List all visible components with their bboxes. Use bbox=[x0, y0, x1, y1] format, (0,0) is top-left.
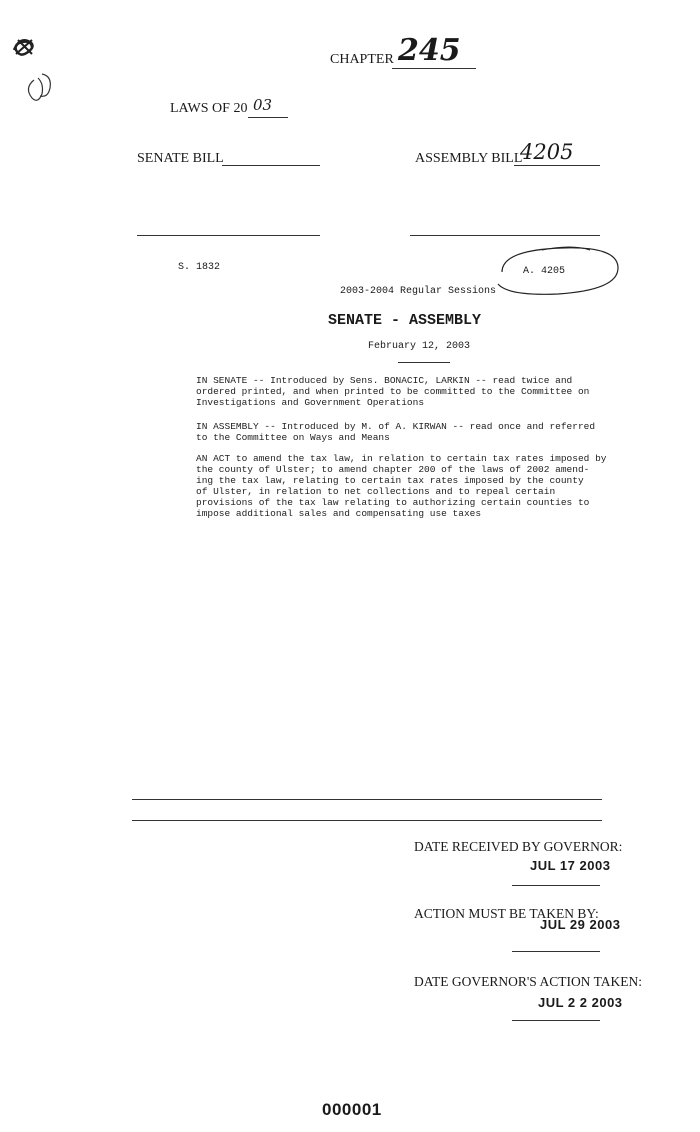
received-date-line bbox=[512, 885, 600, 886]
date-rule bbox=[398, 362, 450, 363]
senate-number: S. 1832 bbox=[178, 262, 221, 273]
act-title-line: ing the tax law, relating to certain tax rates imposed by the county bbox=[196, 475, 584, 486]
bill-date: February 12, 2003 bbox=[368, 341, 471, 352]
assembly-bill-number: 4205 bbox=[520, 140, 574, 164]
act-title-line: the county of Ulster; to amend chapter 200 of the laws of 2002 amend- bbox=[196, 464, 590, 475]
act-title-line: provisions of the tax law relating to authorizing certain counties to bbox=[196, 497, 590, 508]
received-date-stamp: JUL 17 2003 bbox=[530, 858, 611, 873]
assembly-number: A. 4205 bbox=[523, 266, 566, 277]
action-date-line bbox=[512, 1020, 600, 1021]
deadline-date-stamp: JUL 29 2003 bbox=[540, 917, 621, 932]
laws-label: LAWS OF 20 bbox=[170, 101, 248, 116]
session: 2003-2004 Regular Sessions bbox=[340, 286, 497, 297]
action-label: DATE GOVERNOR'S ACTION TAKEN: bbox=[414, 974, 642, 989]
separator-rule bbox=[132, 799, 602, 800]
chapter-number: 245 bbox=[398, 33, 461, 68]
senate-intro bbox=[196, 375, 589, 408]
assembly-intro-line: IN ASSEMBLY -- Introduced by M. of A. KIRWAN -- read once and referred bbox=[196, 421, 596, 432]
assembly-bill-underline bbox=[514, 165, 600, 166]
senate-intro-line: Investigations and Government Operations bbox=[196, 397, 425, 408]
senate-bill-blank bbox=[222, 165, 320, 166]
senate-intro-line: ordered printed, and when printed to be committed to the Committee on bbox=[196, 386, 590, 397]
chapter-label: CHAPTER bbox=[330, 52, 394, 67]
senate-intro-line: IN SENATE -- Introduced by Sens. BONACIC, LARKIN -- read twice and bbox=[196, 375, 573, 386]
act-title-line: impose additional sales and compensating use taxes bbox=[196, 508, 482, 519]
assembly-sponsor-line bbox=[410, 235, 600, 236]
house-title: SENATE - ASSEMBLY bbox=[328, 312, 482, 329]
action-date-stamp: JUL 2 2 2003 bbox=[538, 995, 623, 1010]
assembly-bill-label: ASSEMBLY BILL bbox=[415, 151, 523, 166]
act-title-line: AN ACT to amend the tax law, in relation to certain tax rates imposed by bbox=[196, 453, 607, 464]
assembly-intro-line: to the Committee on Ways and Means bbox=[196, 432, 390, 443]
separator-rule bbox=[132, 820, 602, 821]
deadline-label: ACTION MUST BE TAKEN BY: bbox=[414, 906, 599, 921]
assembly-intro bbox=[196, 421, 595, 443]
chapter-underline bbox=[392, 68, 476, 69]
page-number: 000001 bbox=[322, 1100, 382, 1119]
senate-sponsor-line bbox=[137, 235, 320, 236]
laws-year: 03 bbox=[253, 96, 273, 114]
received-label: DATE RECEIVED BY GOVERNOR: bbox=[414, 839, 623, 854]
margin-scribble-icon bbox=[6, 30, 66, 105]
senate-bill-label: SENATE BILL bbox=[137, 151, 224, 166]
laws-year-underline bbox=[248, 117, 288, 118]
deadline-date-line bbox=[512, 951, 600, 952]
act-title-line: of Ulster, in relation to net collections and to repeal certain bbox=[196, 486, 556, 497]
act-title bbox=[196, 453, 606, 519]
